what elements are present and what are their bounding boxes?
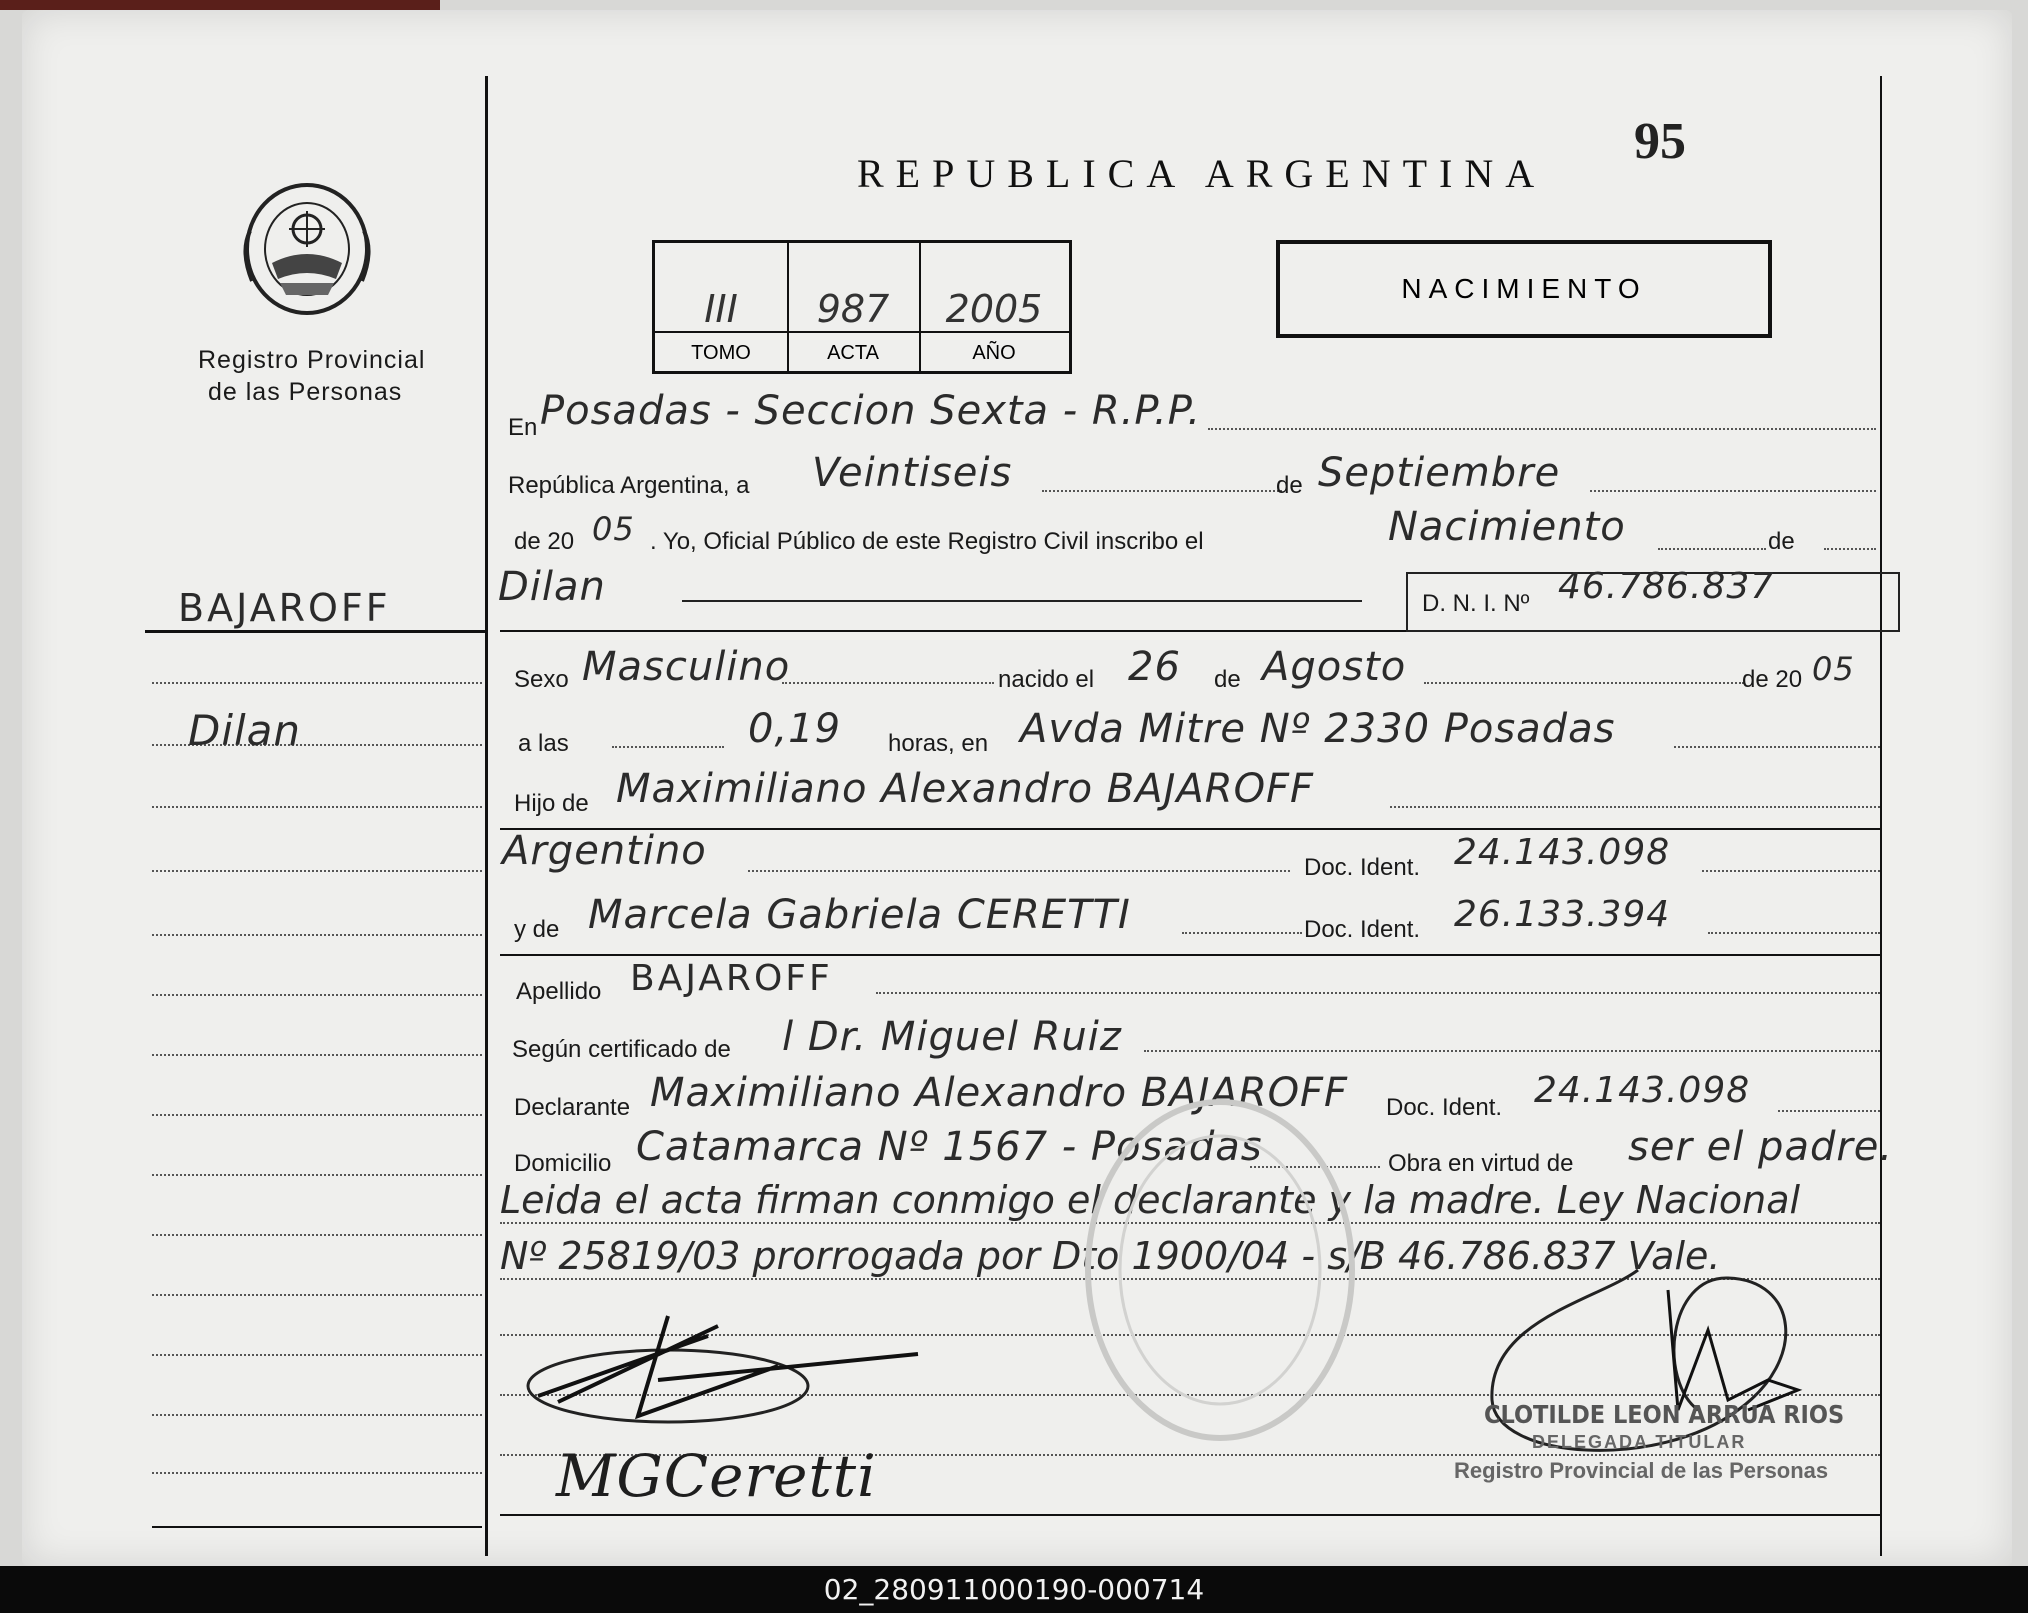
label-sexo: Sexo	[514, 666, 569, 693]
acta-label: ACTA	[827, 342, 879, 364]
record-number-box	[652, 240, 1072, 374]
label-de20: de 20	[514, 528, 575, 555]
label-a-las: a las	[518, 730, 569, 757]
tomo-label: TOMO	[691, 342, 751, 364]
ano-value: 2005	[945, 287, 1043, 331]
birth-day: 26	[1128, 644, 1181, 690]
mother-name: Marcela Gabriela CERETTI	[588, 892, 1131, 938]
label-de-birth-month: de	[1214, 666, 1241, 693]
label-en: En	[508, 414, 538, 441]
birth-month: Agosto	[1262, 644, 1407, 690]
birth-time: 0,19	[748, 706, 842, 752]
declarante-name: Maximiliano Alexandro BAJAROFF	[650, 1070, 1349, 1116]
margin-divider	[485, 76, 488, 1556]
sexo-value: Masculino	[582, 644, 791, 690]
label-hijo-de: Hijo de	[514, 790, 589, 817]
child-name: Dilan	[498, 564, 606, 610]
label-oficial: . Yo, Oficial Público de este Registro Civil inscribo el	[650, 528, 1204, 555]
mother-signature: MGCeretti	[556, 1442, 877, 1510]
label-obra: Obra en virtud de	[1388, 1150, 1574, 1177]
tomo-value: III	[704, 287, 738, 331]
father-name: Maximiliano Alexandro BAJAROFF	[616, 766, 1315, 812]
label-de-name: de	[1768, 528, 1795, 555]
label-doc-mother: Doc. Ident.	[1304, 916, 1421, 943]
section-rule-3	[500, 954, 1882, 956]
label-doc-father: Doc. Ident.	[1304, 854, 1421, 881]
declarant-signature-icon	[518, 1306, 938, 1456]
registration-day: Veintiseis	[812, 450, 1013, 496]
official-stamp-name: CLOTILDE LEON ARRUA RIOS	[1484, 1400, 1845, 1429]
act-type-box: NACIMIENTO	[1276, 240, 1772, 338]
registry-name-line1: Registro Provincial	[198, 346, 426, 374]
label-apellido: Apellido	[516, 978, 602, 1005]
registration-place: Posadas - Seccion Sexta - R.P.P.	[540, 388, 1202, 434]
province-seal-icon	[232, 171, 382, 331]
birth-year: 05	[1812, 650, 1855, 688]
folio-number: 95	[1634, 113, 1686, 170]
official-stamp-role: DELEGADA TITULAR	[1532, 1432, 1747, 1452]
country-title: REPUBLICA ARGENTINA	[857, 151, 1547, 196]
child-dni: 46.786.837	[1558, 566, 1775, 607]
mother-doc: 26.133.394	[1454, 894, 1671, 935]
birth-place: Avda Mitre Nº 2330 Posadas	[1020, 706, 1616, 752]
apellido-value: BAJAROFF	[630, 958, 833, 999]
label-republica: República Argentina, a	[508, 472, 750, 499]
label-domicilio: Domicilio	[514, 1150, 612, 1177]
margin-name-rule	[145, 630, 485, 633]
obra-value: ser el padre.	[1628, 1124, 1894, 1170]
declarante-doc: 24.143.098	[1534, 1070, 1751, 1111]
notes-line-1: Leida el acta firman conmigo el declarante y la madre. Ley Nacional	[500, 1178, 1801, 1222]
label-y-de: y de	[514, 916, 560, 943]
document-page	[22, 10, 2012, 1566]
bottom-rule	[500, 1514, 1882, 1516]
label-de-month: de	[1276, 472, 1303, 499]
label-doc-declarante: Doc. Ident.	[1386, 1094, 1503, 1121]
registration-year: 05	[592, 510, 635, 548]
label-declarante: Declarante	[514, 1094, 631, 1121]
registry-name-line2: de las Personas	[208, 378, 403, 406]
registration-event: Nacimiento	[1388, 504, 1626, 550]
section-rule-2	[500, 828, 1882, 830]
label-horas: horas, en	[888, 730, 989, 757]
margin-surname: BAJAROFF	[178, 586, 391, 630]
right-border	[1880, 76, 1882, 1556]
father-nationality: Argentino	[502, 828, 707, 874]
label-nacido: nacido el	[998, 666, 1095, 693]
father-doc: 24.143.098	[1454, 832, 1671, 873]
label-de20-birth: de 20	[1742, 666, 1803, 693]
image-identifier-bar: 02_280911000190-000714	[0, 1566, 2028, 1613]
acta-value: 987	[816, 287, 890, 331]
ano-label: AÑO	[972, 342, 1016, 364]
label-segun-certificado: Según certificado de	[512, 1036, 731, 1063]
official-stamp-office: Registro Provincial de las Personas	[1454, 1458, 1829, 1483]
notes-line-2: Nº 25819/03 prorrogada por Dto 1900/04 - s/B 46.786.837 Vale.	[500, 1234, 1721, 1278]
label-dni: D. N. I. Nº	[1422, 590, 1530, 617]
faint-registry-stamp-icon	[1070, 1090, 1370, 1450]
book-cover-edge	[0, 0, 440, 10]
domicilio-value: Catamarca Nº 1567 - Posadas	[636, 1124, 1263, 1170]
margin-bottom-rule	[152, 1526, 482, 1528]
registration-month: Septiembre	[1318, 450, 1561, 496]
certificado-value: l Dr. Miguel Ruiz	[782, 1014, 1122, 1060]
margin-given-name: Dilan	[188, 706, 302, 755]
